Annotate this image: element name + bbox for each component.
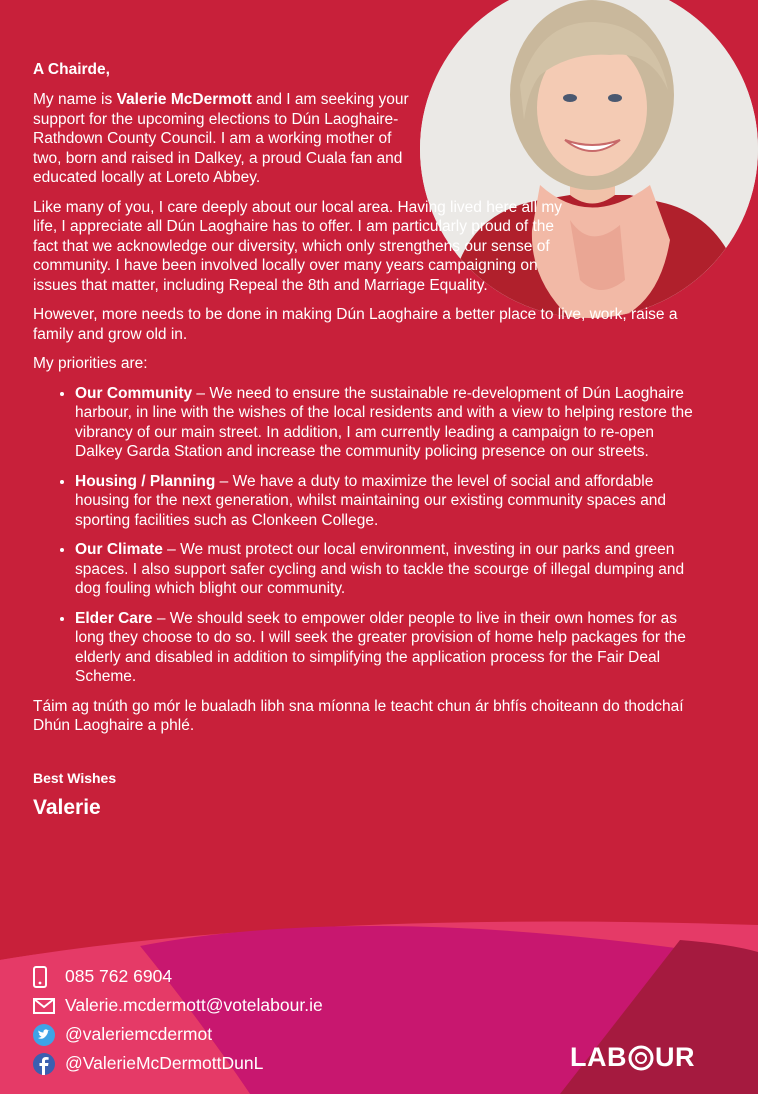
- priorities-intro: My priorities are:: [33, 355, 148, 372]
- improvement-paragraph: However, more needs to be done in making Dún Laoghaire a better place to live, work, raise a family and grow old in.: [33, 306, 678, 343]
- intro-paragraph: My name is Valerie McDermott and I am seeking your support for the upcoming elections to Dún Laoghaire-Rathdown County Council. I am a working mother of two, born and raised in Dalkey, a proud Cuala fan and educated locally at Loreto Abbey.: [33, 91, 409, 186]
- priority-item: • Our Climate – We must protect our local environment, investing in our parks and green spaces. I also support safer cycling and wish to tackle the scourge of illegal dumping and dog fouling which blight our community.: [75, 540, 705, 599]
- irish-closing: Táim ag tnúth go mór le bualadh libh sna míonna le teacht chun ár bhfís choiteann do thodchaí Dhún Laoghaire a phlé.: [33, 697, 684, 734]
- phone-icon: [33, 965, 59, 989]
- email-icon: [33, 994, 59, 1018]
- priority-item: • Elder Care – We should seek to empower older people to live in their own homes for as long they choose to do so. I will seek the greater provision of home help packages for the elderly and disabled in addition to simplifying the application process for the Fair Deal Scheme.: [75, 609, 705, 687]
- contact-facebook[interactable]: @ValerieMcDermottDunL: [33, 1049, 323, 1078]
- salutation: A Chairde,: [33, 61, 110, 78]
- closing: Best Wishes: [33, 769, 117, 786]
- twitter-icon: [33, 1023, 59, 1047]
- contact-twitter[interactable]: @valeriemcdermot: [33, 1020, 323, 1049]
- facebook-icon: [33, 1052, 59, 1076]
- candidate-name: Valerie McDermott: [116, 91, 252, 108]
- contact-list: [33, 962, 323, 1078]
- priority-item: • Housing / Planning – We have a duty to maximize the level of social and affordable housing for the next generation, whilst maintaining our existing community spaces and sporting facilities such as Clonkeen College.: [75, 472, 705, 531]
- contact-email[interactable]: Valerie.mcdermott@votelabour.ie: [33, 991, 323, 1020]
- rose-icon: [628, 1045, 654, 1071]
- priority-item: • Our Community – We need to ensure the sustainable re-development of Dún Laoghaire harbour, in line with the wishes of the local residents and with a view to helping restore the vibrancy of our main street. In addition, I am currently leading a campaign to re-open Dalkey Garda Station and increase the community policing presence on our streets.: [75, 384, 705, 462]
- priorities-list: [33, 384, 705, 687]
- labour-logo: LAB UR: [570, 1042, 695, 1072]
- signature: Valerie: [33, 795, 101, 819]
- letter-body: [33, 60, 705, 820]
- contact-phone[interactable]: 085 762 6904: [33, 962, 323, 991]
- local-area-paragraph: Like many of you, I care deeply about our local area. Having lived here all my life, I appreciate all Dún Laoghaire has to offer. I am particularly proud of the fact that we acknowledge our diversity, which only strengthens our sense of community. I have been involved locally over many years campaigning on issues that matter, including Repeal the 8th and Marriage Equality.: [33, 198, 563, 294]
